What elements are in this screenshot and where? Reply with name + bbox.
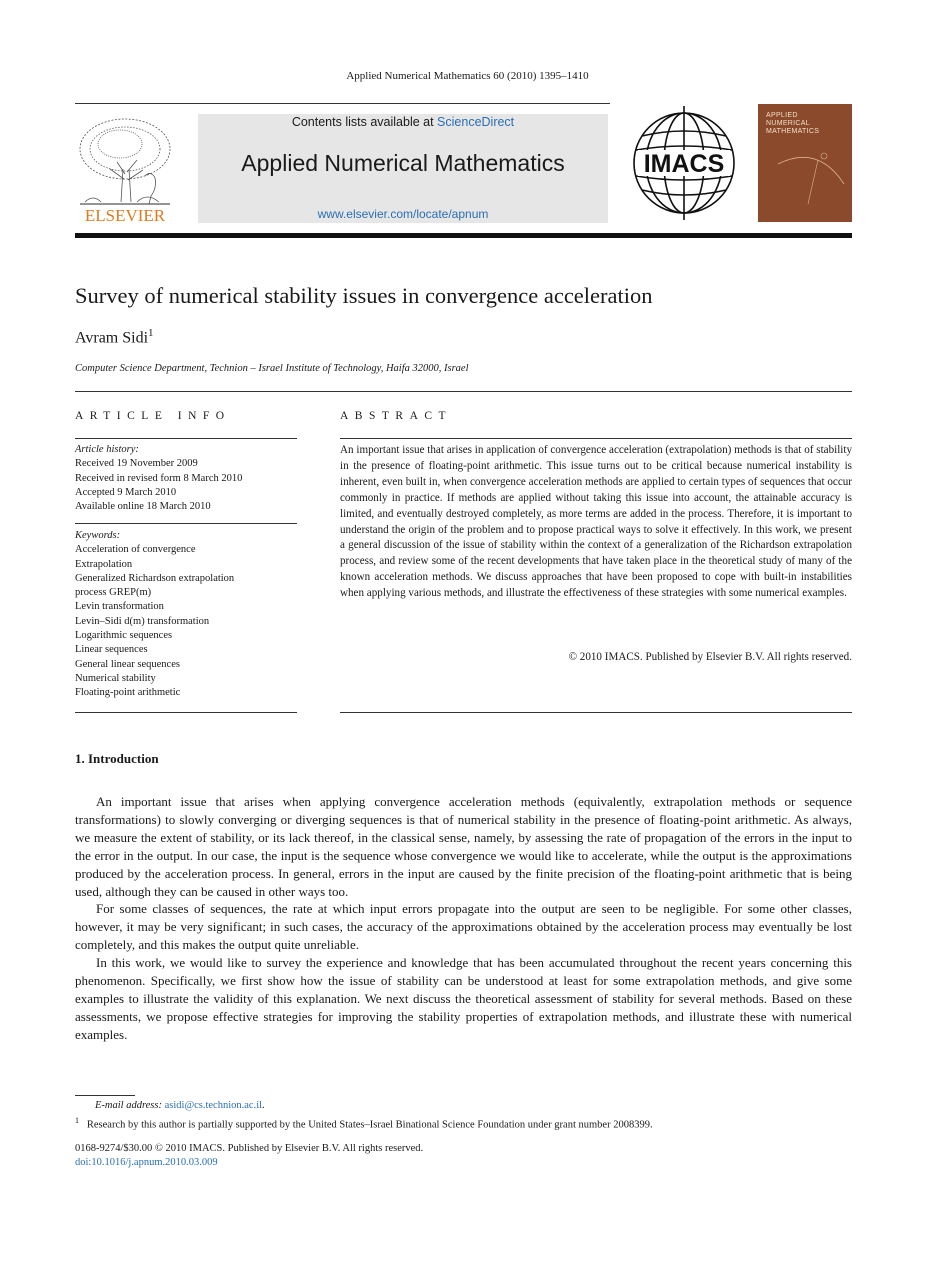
keywords-label: Keywords: bbox=[75, 530, 121, 541]
keywords bbox=[75, 529, 234, 701]
author-name bbox=[75, 327, 154, 347]
issn-line: 0168-9274/$30.00 © 2010 IMACS. Published by Elsevier B.V. All rights reserved. bbox=[75, 1143, 424, 1154]
article-info-rule bbox=[75, 712, 297, 713]
cover-title-line: NUMERICAL bbox=[766, 120, 810, 127]
history-label: Article history: bbox=[75, 444, 139, 455]
paragraph: An important issue that arises when applying convergence acceleration methods (equivalently, extrapolation methods or sequence transformations) to slowly converging or diverging sequences is that of numerical stability in the presence of floating-point arithmetic. As always, we measure the extent of stability, or its lack thereof, in the classical sense, namely, by assessing the rate of propagation of the errors in the input to the error in the output. In our case, the input is the sequence whose convergence we would like to accelerate, while the output is the approximations produced by the acceleration process. In general, errors in the input are caused by the finite precision of the floating-point arithmetic that is being used, although they can be caused in other ways too. bbox=[75, 794, 852, 899]
footnote-mark: 1 bbox=[75, 1116, 79, 1125]
history-item: Available online 18 March 2010 bbox=[75, 501, 211, 513]
article-info-heading: ARTICLE INFO bbox=[75, 410, 231, 422]
cover-title-line: APPLIED bbox=[766, 112, 798, 119]
svg-text:IMACS: IMACS bbox=[643, 150, 725, 178]
journal-reference: Applied Numerical Mathematics 60 (2010) 1395–1410 bbox=[346, 70, 589, 82]
journal-banner bbox=[198, 114, 608, 223]
paragraph: For some classes of sequences, the rate at which input errors propagate into the output are seen to be negligible. For some other classes, however, it may be very significant; in such cases, the accuracy of the approximations obtained by the acceleration process may eventually be lost completely, and this makes the output quite unreliable. bbox=[75, 901, 852, 953]
keyword-item: Logarithmic sequences bbox=[75, 630, 173, 642]
cover-art-icon bbox=[758, 104, 852, 222]
abstract-text: An important issue that arises in application of convergence acceleration (extrapolation) methods is that of stability in the presence of floating-point arithmetic. This issue turns out to be critical because numerical instability is inherent, even built in, when convergence acceleration methods are applied to certain types of sequences that occur commonly in practice. If methods are applied without taking this issue into account, the attainable accuracy is limited, and eventually destroyed completely, as more terms are added in the process. Therefore, it is important to understand the origin of the problem and to propose practical ways to solve it effectively. In this work, we present a general discussion of the issue of stability within the context of a generalization of the Richardson extrapolation process, and review some of the recent developments that have taken place in the theoretical study of many of the known acceleration methods. We discuss approaches that have been proposed to cope with built-in instabilities when applying various methods, and illustrate the effectiveness of these strategies with some numerical examples. bbox=[340, 444, 852, 600]
keyword-item: Extrapolation bbox=[75, 558, 133, 570]
header-rule bbox=[75, 103, 610, 104]
paragraph: In this work, we would like to survey the experience and knowledge that has been accumulated throughout the recent years concerning this phenomenon. Specifically, we first show how the issue of stability can be understood at least for some extrapolation methods, and give some examples to illustrate the validity of this explanation. We next discuss the theoretical assessment of stability for several methods. Based on these assessments, we propose effective strategies for improving the stability properties of extrapolation methods, and illustrate these with numerical examples. bbox=[75, 955, 852, 1042]
grant-footnote bbox=[75, 1116, 852, 1131]
abstract-heading: ABSTRACT bbox=[340, 410, 453, 422]
journal-cover bbox=[758, 104, 852, 222]
keyword-item: General linear sequences bbox=[75, 658, 180, 670]
history-item: Accepted 9 March 2010 bbox=[75, 486, 177, 498]
header-thick-rule bbox=[75, 233, 852, 238]
contents-availability bbox=[198, 115, 608, 129]
affiliation: Computer Science Department, Technion – Israel Institute of Technology, Haifa 32000, Israel bbox=[75, 363, 469, 374]
journal-title: Applied Numerical Mathematics bbox=[241, 150, 565, 176]
author-footnote-mark[interactable]: 1 bbox=[148, 327, 154, 339]
contents-prefix: Contents lists available at bbox=[291, 115, 438, 129]
footnote-text: Research by this author is partially supported by the United States–Israel Binational Science Foundation under grant number 2008399. bbox=[86, 1119, 653, 1131]
keyword-item: process GREP(m) bbox=[75, 587, 152, 599]
article-title: Survey of numerical stability issues in convergence acceleration bbox=[75, 283, 653, 308]
imacs-logo bbox=[632, 104, 736, 222]
footnote-rule bbox=[75, 1095, 135, 1096]
section-heading: 1. Introduction bbox=[75, 751, 159, 766]
intro-body bbox=[75, 793, 852, 1044]
journal-url-link[interactable]: www.elsevier.com/locate/apnum bbox=[317, 207, 489, 221]
abstract-rule bbox=[340, 712, 852, 713]
keyword-item: Numerical stability bbox=[75, 672, 156, 684]
keyword-item: Levin transformation bbox=[75, 601, 164, 613]
article-history bbox=[75, 443, 242, 514]
article-info-rule bbox=[75, 523, 297, 524]
email-label: E-mail address: bbox=[95, 1100, 162, 1111]
svg-text:ELSEVIER: ELSEVIER bbox=[84, 206, 166, 224]
doi-link[interactable]: doi:10.1016/j.apnum.2010.03.009 bbox=[75, 1157, 218, 1168]
keyword-item: Levin–Sidi d(m) transformation bbox=[75, 615, 210, 627]
sciencedirect-link[interactable]: ScienceDirect bbox=[437, 115, 515, 129]
author-text: Avram Sidi bbox=[75, 329, 149, 347]
history-item: Received 19 November 2009 bbox=[75, 458, 198, 470]
abstract-copyright: © 2010 IMACS. Published by Elsevier B.V. All rights reserved. bbox=[568, 651, 852, 663]
keyword-item: Linear sequences bbox=[75, 644, 148, 656]
keyword-item: Floating-point arithmetic bbox=[75, 687, 181, 699]
history-item: Received in revised form 8 March 2010 bbox=[75, 472, 243, 484]
abstract-rule bbox=[340, 438, 852, 439]
cover-title-line: MATHEMATICS bbox=[766, 128, 820, 135]
imacs-globe-icon bbox=[632, 104, 736, 222]
keyword-item: Generalized Richardson extrapolation bbox=[75, 572, 235, 584]
elsevier-logo bbox=[75, 114, 175, 224]
elsevier-tree-icon bbox=[75, 114, 175, 224]
email-footnote bbox=[95, 1100, 265, 1111]
email-link[interactable]: asidi@cs.technion.ac.il bbox=[164, 1100, 263, 1111]
affiliation-rule bbox=[75, 391, 852, 392]
keyword-item: Acceleration of convergence bbox=[75, 544, 196, 556]
article-info-rule bbox=[75, 438, 297, 439]
email-end: . bbox=[262, 1100, 265, 1111]
